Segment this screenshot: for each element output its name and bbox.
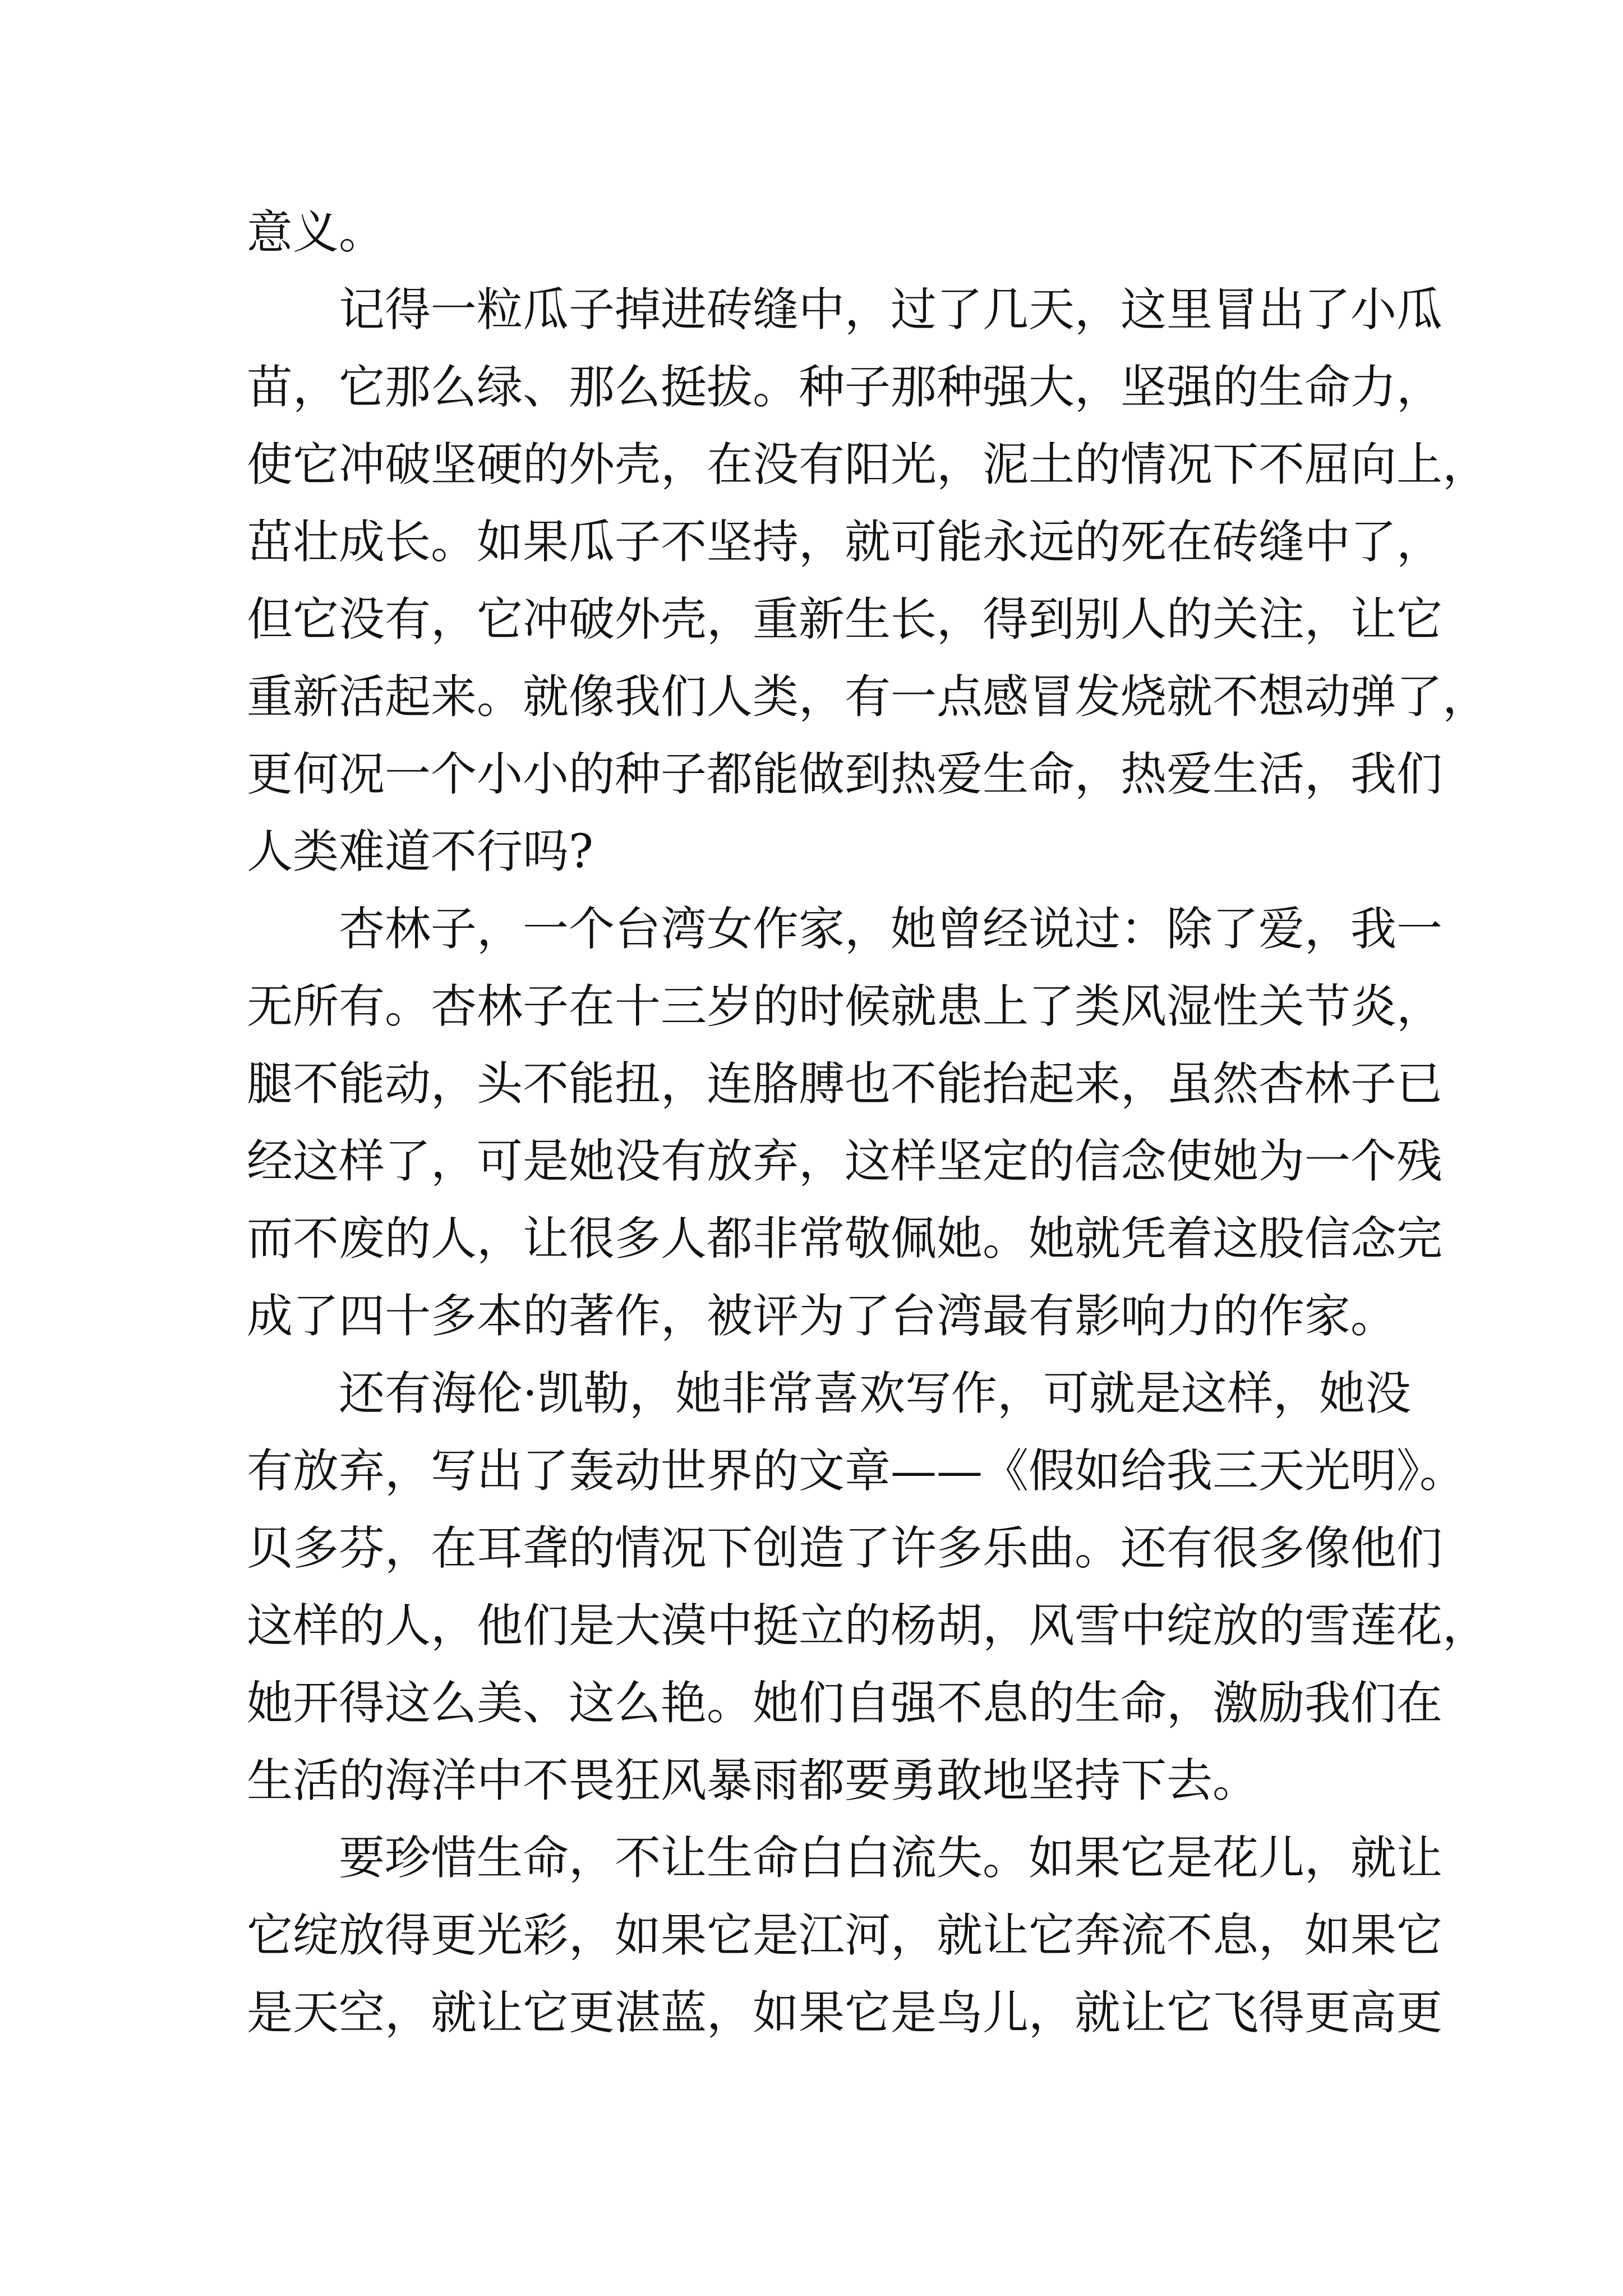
text-line: 这样的人，他们是大漠中挺立的杨胡，风雪中绽放的雪莲花， xyxy=(247,1599,1489,1653)
text-line: 而不废的人，让很多人都非常敬佩她。她就凭着这股信念完 xyxy=(247,1212,1443,1266)
text-line: 它绽放得更光彩，如果它是江河，就让它奔流不息，如果它 xyxy=(247,1909,1443,1962)
text-line: 有放弃，写出了轰动世界的文章——《假如给我三天光明》。 xyxy=(247,1444,1466,1498)
text-line: 人类难道不行吗? xyxy=(247,825,593,878)
paragraph-start-line: 还有海伦·凯勒，她非常喜欢写作，可就是这样，她没 xyxy=(339,1367,1412,1420)
text-line: 意义。 xyxy=(247,206,385,259)
text-line: 生活的海洋中不畏狂风暴雨都要勇敢地坚持下去。 xyxy=(247,1754,1259,1807)
paragraph-start-line: 要珍惜生命，不让生命白白流失。如果它是花儿，就让 xyxy=(339,1832,1443,1885)
text-line: 是天空，就让它更湛蓝，如果它是鸟儿，就让它飞得更高更 xyxy=(247,1986,1443,2040)
text-line: 成了四十多本的著作，被评为了台湾最有影响力的作家。 xyxy=(247,1290,1397,1343)
text-line: 她开得这么美、这么艳。她们自强不息的生命，激励我们在 xyxy=(247,1677,1443,1730)
paragraph-start-line: 记得一粒瓜子掉进砖缝中，过了几天，这里冒出了小瓜 xyxy=(339,283,1443,337)
text-line: 但它没有，它冲破外壳，重新生长，得到别人的关注，让它 xyxy=(247,593,1443,646)
text-line: 重新活起来。就像我们人类，有一点感冒发烧就不想动弹了， xyxy=(247,670,1489,724)
text-line: 苗，它那么绿、那么挺拔。种子那种强大，坚强的生命力， xyxy=(247,361,1443,414)
text-line: 腿不能动，头不能扭，连胳膊也不能抬起来，虽然杏林子已 xyxy=(247,1057,1443,1111)
paragraph-start-line: 杏林子，一个台湾女作家，她曾经说过：除了爱，我一 xyxy=(339,903,1443,956)
text-line: 经这样了，可是她没有放弃，这样坚定的信念使她为一个残 xyxy=(247,1135,1443,1188)
text-line: 无所有。杏林子在十三岁的时候就患上了类风湿性关节炎， xyxy=(247,980,1443,1033)
essay-body xyxy=(247,194,1489,2052)
text-line: 使它冲破坚硬的外壳，在没有阳光，泥土的情况下不屈向上， xyxy=(247,438,1489,491)
text-line: 茁壮成长。如果瓜子不坚持，就可能永远的死在砖缝中了， xyxy=(247,516,1443,569)
text-line: 更何况一个小小的种子都能做到热爱生命，热爱生活，我们 xyxy=(247,748,1443,801)
text-line: 贝多芬，在耳聋的情况下创造了许多乐曲。还有很多像他们 xyxy=(247,1522,1443,1575)
